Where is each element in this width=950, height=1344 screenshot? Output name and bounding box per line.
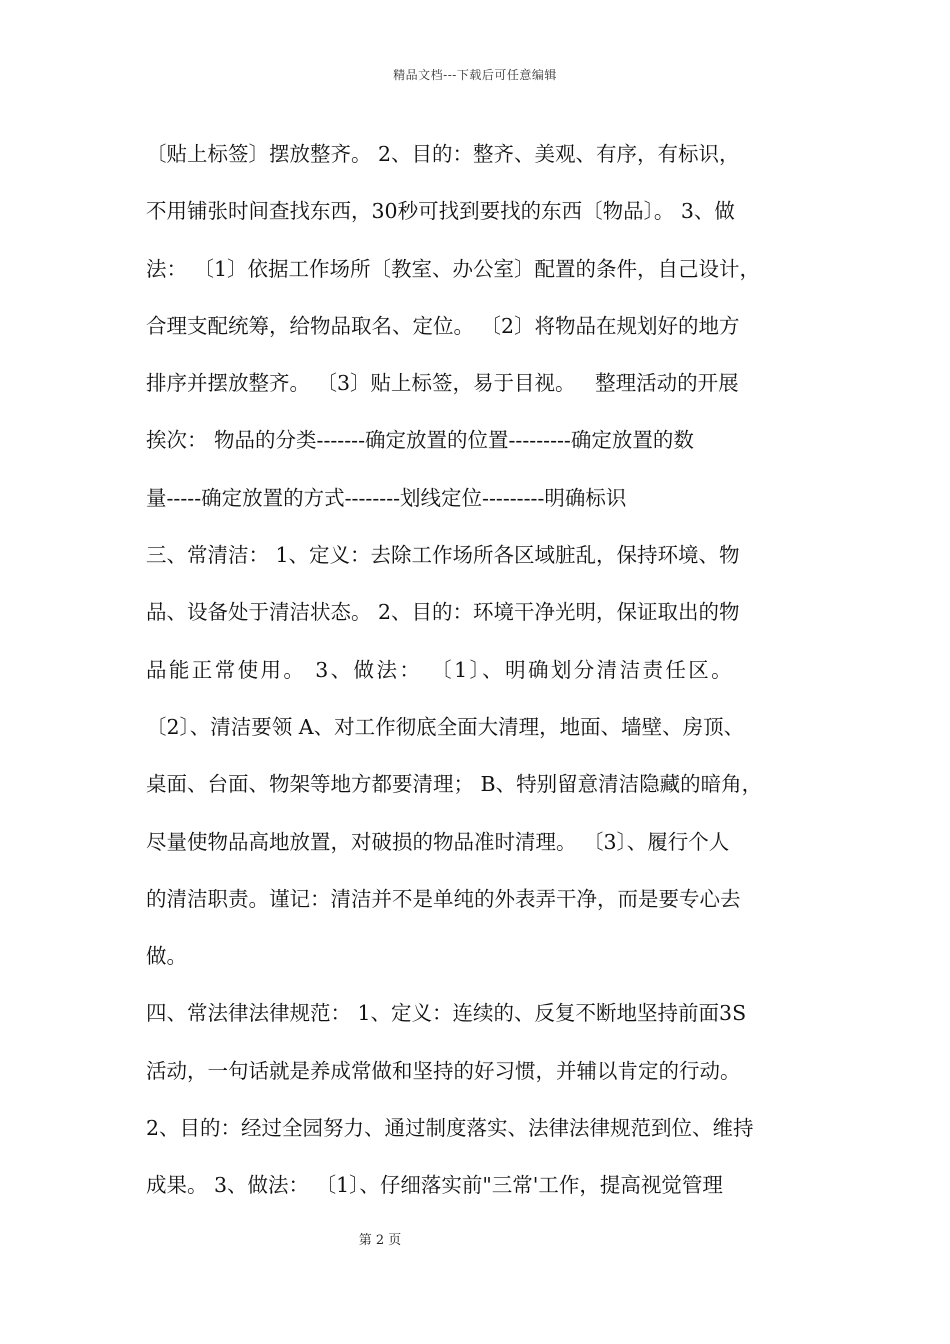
document-body — [146, 126, 826, 1215]
text-line: 做。 — [146, 944, 187, 969]
text-line: 量-----确定放置的方式--------划线定位---------明确标识 — [146, 485, 627, 510]
text-line: 法： 〔1〕依据工作场所〔教室、办公室〕配置的条件，自己设计， — [146, 256, 761, 281]
text-line: 挨次： 物品的分类-------确定放置的位置---------确定放置的数 — [146, 428, 694, 453]
page-number: 第 2 页 — [358, 1233, 402, 1248]
text-line: 2、目的：经过全园努力、通过制度落实、法律法律规范到位、维持 — [146, 1116, 754, 1141]
text-line: 〔2〕、清洁要领 A、对工作彻底全面大清理，地面、墙壁、房顶、 — [146, 714, 745, 739]
text-line: 合理支配统筹，给物品取名、定位。 〔2〕将物品在规划好的地方 — [146, 313, 740, 338]
text-line: 品能正常使用。 3、做法： 〔1〕、明确划分清洁责任区。 — [146, 657, 735, 682]
text-line: 成果。 3、做法： 〔1〕、仔细落实前"三常'工作，提高视觉管理 — [146, 1173, 723, 1198]
text-line: 活动，一句话就是养成常做和坚持的好习惯，并辅以肯定的行动。 — [146, 1058, 741, 1083]
page-header: 精品文档---下载后可任意编辑 — [393, 68, 557, 82]
text-line: 桌面、台面、物架等地方都要清理； B、特别留意清洁隐藏的暗角， — [146, 772, 763, 797]
text-line: 品、设备处于清洁状态。 2、目的：环境干净光明，保证取出的物 — [146, 600, 740, 625]
text-line: 尽量使物品高地放置，对破损的物品准时清理。 〔3〕、履行个人 — [146, 829, 730, 854]
text-line: 的清洁职责。谨记：清洁并不是单纯的外表弄干净，而是要专心去 — [146, 886, 741, 911]
text-line: 三、常清洁： 1、定义：去除工作场所各区域脏乱，保持环境、物 — [146, 543, 740, 568]
text-line: 排序并摆放整齐。 〔3〕贴上标签，易于目视。 整理活动的开展 — [146, 371, 739, 396]
text-line: 〔贴上标签〕摆放整齐。 2、目的：整齐、美观、有序，有标识， — [146, 142, 740, 166]
text-line: 四、常法律法律规范： 1、定义：连续的、反复不断地坚持前面3S — [146, 1001, 747, 1026]
text-line: 不用铺张时间查找东西，30秒可找到要找的东西〔物品〕。 3、做 — [146, 199, 735, 224]
